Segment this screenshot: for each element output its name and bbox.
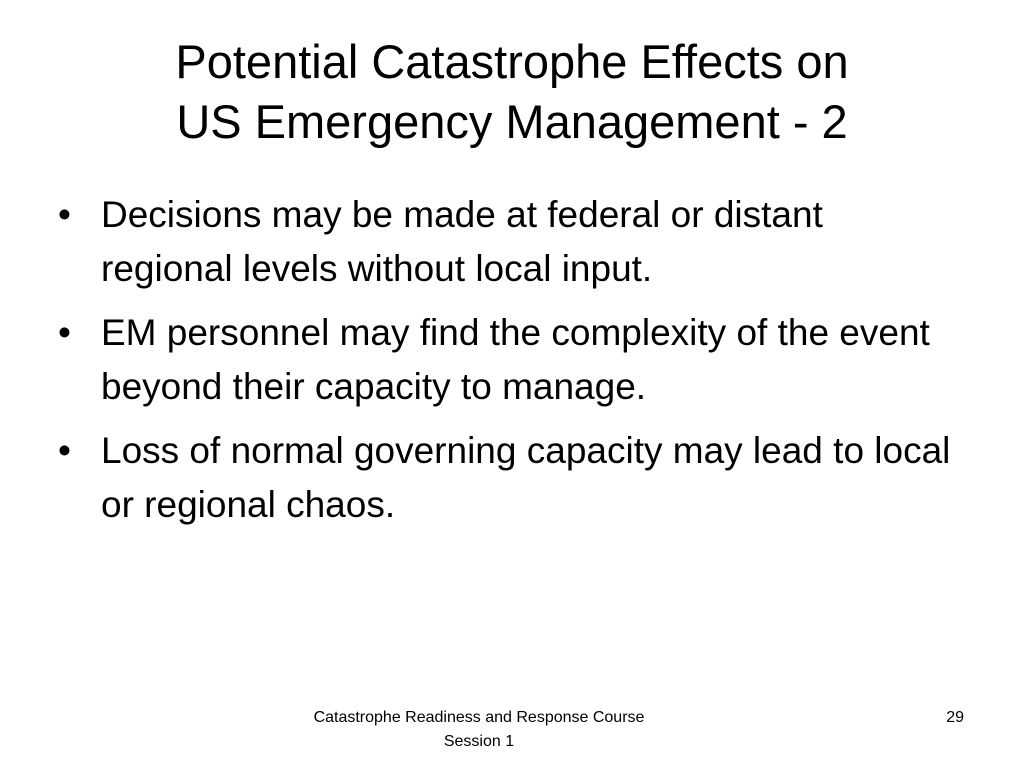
bullet-item [58, 188, 958, 296]
footer-course-name: Catastrophe Readiness and Response Course [313, 709, 645, 726]
bullet-text: Loss of normal governing capacity may lead to local or regional chaos. [101, 430, 951, 525]
bullet-item [58, 306, 958, 414]
bullet-icon: • [58, 430, 71, 471]
bullet-text: EM personnel may find the complexity of the event beyond their capacity to manage. [101, 312, 930, 407]
bullet-icon: • [58, 194, 71, 235]
footer-session: Session 1 [443, 733, 515, 750]
page-number: 29 [946, 709, 964, 726]
slide-title [40, 32, 984, 152]
bullet-icon: • [58, 312, 71, 353]
bullet-item [58, 424, 958, 532]
bullet-text: Decisions may be made at federal or distant regional levels without local input. [101, 194, 823, 289]
slide-title-line-2: US Emergency Management - 2 [176, 95, 848, 148]
bullet-list [58, 188, 958, 542]
slide-footer [262, 706, 696, 754]
slide-title-line-1: Potential Catastrophe Effects on [175, 35, 849, 88]
